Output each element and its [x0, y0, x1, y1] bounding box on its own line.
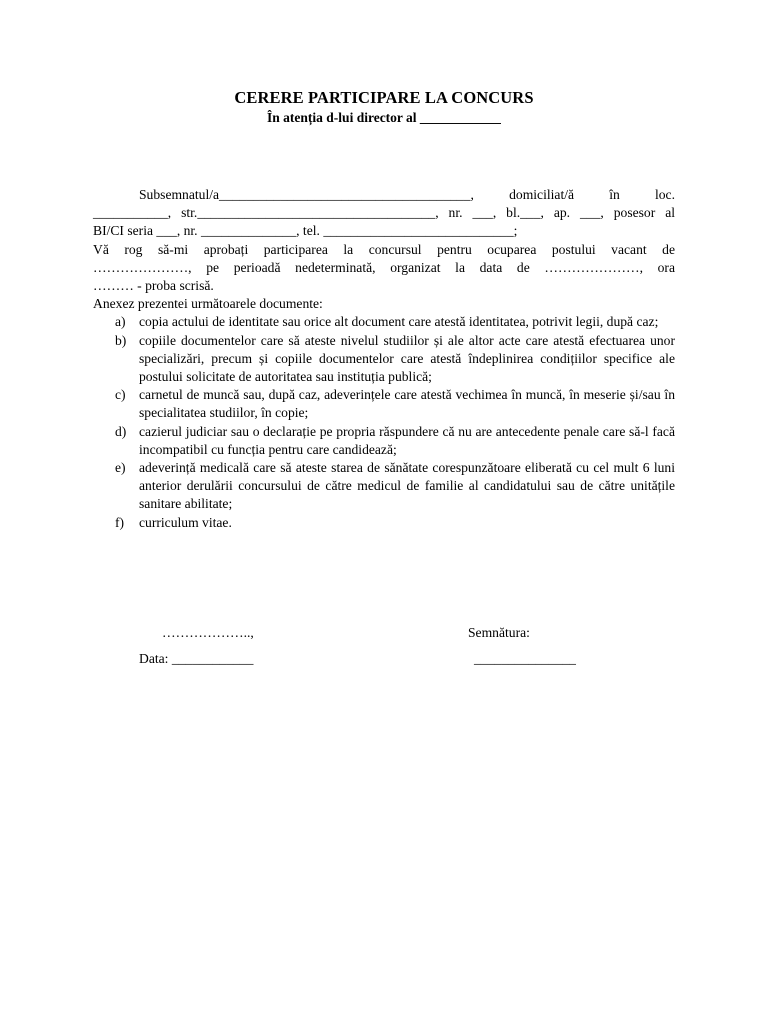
date-field: Data: ____________	[139, 651, 254, 666]
list-item-text: adeverință medicală care să ateste starea de sănătate corespunzătoare eliberată cu cel mult 6 luni anterior derulării concursului de către medicul de familie al candidatului sau de către unitățile sanitare abilitate;	[139, 460, 675, 512]
list-marker: e)	[115, 460, 126, 476]
list-item-text: carnetul de muncă sau, după caz, adeverințele care atestă vechimea în muncă, în meserie și/sau în specialitatea studiilor, în copie;	[139, 387, 675, 421]
document-subtitle: În atenția d-lui director al ____________	[267, 110, 501, 125]
list-marker: a)	[115, 314, 126, 330]
document-title: CERERE PARTICIPARE LA CONCURS	[234, 88, 534, 107]
list-item-text: copia actului de identitate sau orice alt document care atestă identitatea, potrivit legii, după caz;	[139, 314, 659, 330]
list-item	[93, 459, 675, 514]
list-marker: b)	[115, 332, 127, 348]
applicant-line-3: BI/CI seria ___, nr. ______________, tel. ____________________________;	[93, 223, 518, 239]
request-line-2: …………………, pe perioadă nedeterminată, organizat la data de …………………, ora	[93, 259, 675, 275]
list-marker: d)	[115, 423, 127, 439]
list-item	[93, 423, 675, 459]
request-line-3: ……… - proba scrisă.	[93, 278, 214, 294]
signature-line: _______________	[474, 651, 576, 666]
list-marker: f)	[115, 514, 125, 530]
list-item-text: curriculum vitae.	[139, 514, 232, 530]
request-line-1: Vă rog să-mi aprobați participarea la concursul pentru ocuparea postului vacant de	[93, 241, 675, 257]
document-body	[93, 186, 675, 532]
applicant-line-2: ___________, str.___________________________________, nr. ___, bl.___, ap. ___, posesor al	[93, 205, 675, 221]
list-item	[93, 386, 675, 422]
applicant-line-1: Subsemnatul/a_____________________________________, domiciliat/ă în loc.	[139, 187, 675, 202]
list-item-text: cazierul judiciar sau o declarație pe propria răspundere că nu are antecedente penale care să-l facă incompatibil cu funcția pentru care candidează;	[139, 423, 675, 457]
list-marker: c)	[115, 387, 126, 403]
list-item	[93, 313, 675, 331]
place-field: ………………..,	[162, 625, 254, 640]
list-item-text: copiile documentelor care să ateste nivelul studiilor și ale altor acte care atestă efectuarea unor specializări, precum și copiile documentelor care atestă îndeplinirea condițiilor specifice ale postului solicitate de autoritatea sau instituția publică;	[139, 332, 675, 385]
list-item	[93, 514, 675, 532]
signature-label: Semnătura:	[468, 625, 530, 640]
annex-list	[93, 313, 675, 531]
list-item	[93, 332, 675, 387]
annex-intro: Anexez prezentei următoarele documente:	[93, 296, 323, 312]
